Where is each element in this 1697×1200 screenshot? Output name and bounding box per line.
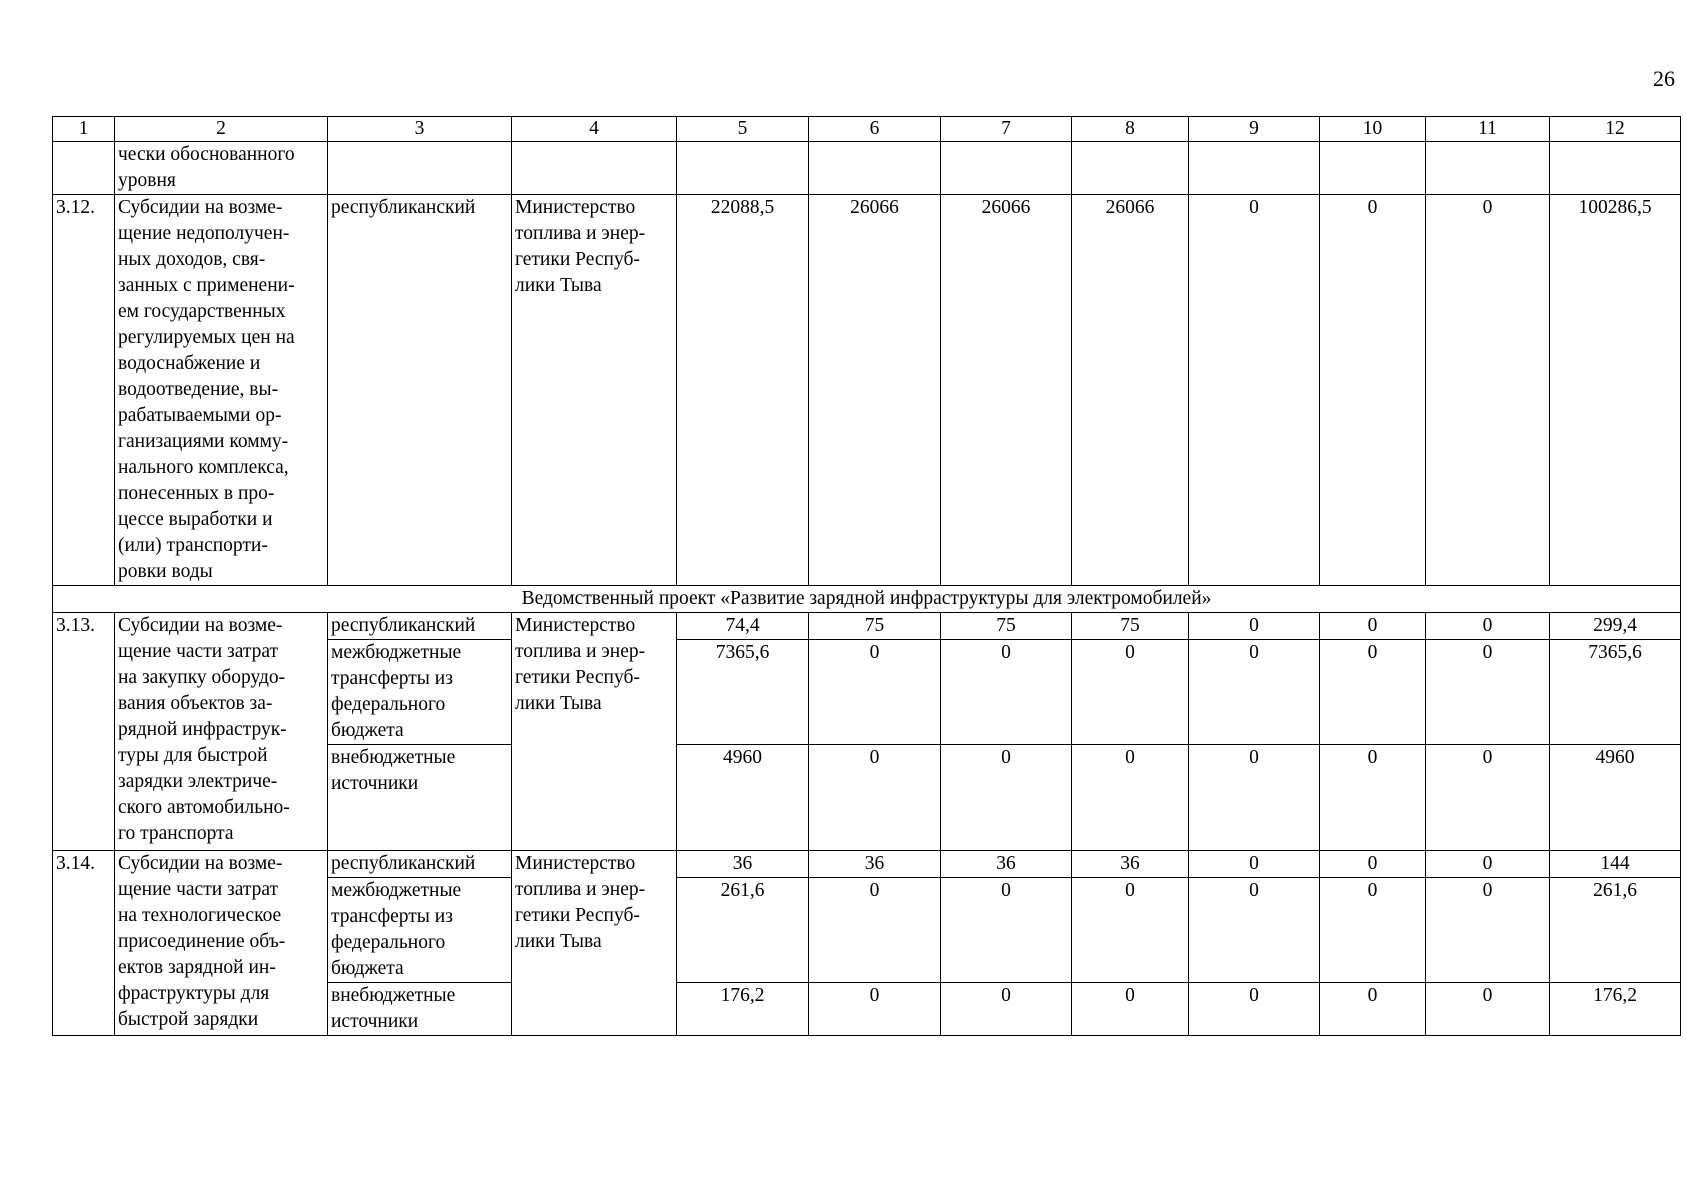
value-cell: 0 [1320, 195, 1426, 586]
value-cell: 75 [941, 613, 1072, 640]
value-cell: 26066 [941, 195, 1072, 586]
value-cell: 0 [1072, 640, 1189, 745]
value-cell: 0 [1426, 878, 1550, 983]
source-cell: межбюджетные трансферты из федерального бюджета [328, 640, 512, 745]
value-cell: 0 [1320, 983, 1426, 1036]
value-cell: 0 [941, 983, 1072, 1036]
value-cell: 0 [809, 878, 941, 983]
value-cell: 75 [1072, 613, 1189, 640]
header-cell: 7 [941, 117, 1072, 142]
value-cell: 0 [1426, 195, 1550, 586]
row-number: 3.14. [53, 851, 115, 1036]
value-cell: 0 [1189, 851, 1320, 878]
value-cell: 7365,6 [1550, 640, 1681, 745]
table-row [53, 613, 1681, 640]
value-cell: 74,4 [677, 613, 809, 640]
executor-cell: Министерство топлива и энер- гетики Респуб- лики Тыва [512, 195, 677, 586]
header-cell: 6 [809, 117, 941, 142]
header-cell: 1 [53, 117, 115, 142]
source-cell: республиканский [328, 195, 512, 586]
description-cell: Субсидии на возме- щение части затрат на закупку оборудо- вания объектов за- рядной инфраструк- туры для быстрой зарядки электриче- ского автомобильно- го транспорта [115, 613, 328, 851]
executor-cell: Министерство топлива и энер- гетики Респуб- лики Тыва [512, 851, 677, 1036]
value-cell: 0 [1072, 745, 1189, 851]
value-cell: 299,4 [1550, 613, 1681, 640]
header-cell: 4 [512, 117, 677, 142]
value-cell: 261,6 [677, 878, 809, 983]
value-cell: 0 [1189, 195, 1320, 586]
value-cell: 36 [809, 851, 941, 878]
value-cell: 0 [1426, 613, 1550, 640]
value-cell: 0 [1189, 878, 1320, 983]
header-cell: 3 [328, 117, 512, 142]
row-number: 3.13. [53, 613, 115, 851]
executor-cell: Министерство топлива и энер- гетики Респуб- лики Тыва [512, 613, 677, 851]
value-cell: 0 [809, 745, 941, 851]
value-cell: 36 [1072, 851, 1189, 878]
header-cell: 12 [1550, 117, 1681, 142]
value-cell: 36 [941, 851, 1072, 878]
value-cell: 4960 [677, 745, 809, 851]
value-cell: 0 [1320, 745, 1426, 851]
value-cell: 0 [1072, 983, 1189, 1036]
value-cell: 0 [1426, 851, 1550, 878]
value-cell: 0 [941, 640, 1072, 745]
value-cell: 0 [1320, 878, 1426, 983]
section-row [53, 586, 1681, 613]
value-cell: 100286,5 [1550, 195, 1681, 586]
value-cell: 75 [809, 613, 941, 640]
value-cell: 26066 [809, 195, 941, 586]
source-cell: внебюджетные источники [328, 745, 512, 851]
value-cell: 0 [1320, 640, 1426, 745]
value-cell: 22088,5 [677, 195, 809, 586]
section-title: Ведомственный проект «Развитие зарядной инфраструктуры для электромобилей» [53, 586, 1681, 613]
value-cell: 0 [941, 878, 1072, 983]
value-cell: 176,2 [677, 983, 809, 1036]
header-row [53, 117, 1681, 142]
header-cell: 2 [115, 117, 328, 142]
value-cell: 0 [941, 745, 1072, 851]
value-cell: 0 [1426, 640, 1550, 745]
description-cell: чески обоснованного уровня [115, 142, 328, 195]
value-cell: 7365,6 [677, 640, 809, 745]
value-cell: 144 [1550, 851, 1681, 878]
value-cell: 0 [1189, 745, 1320, 851]
value-cell: 0 [1189, 640, 1320, 745]
header-cell: 10 [1320, 117, 1426, 142]
header-cell: 5 [677, 117, 809, 142]
table-row [53, 142, 1681, 195]
source-cell: внебюджетные источники [328, 983, 512, 1036]
value-cell: 0 [1320, 851, 1426, 878]
description-cell: Субсидии на возме- щение части затрат на технологическое присоединение объ- ектов зарядной ин- фраструктуры для быстрой зарядки [115, 851, 328, 1036]
source-cell: межбюджетные трансферты из федерального бюджета [328, 878, 512, 983]
header-cell: 8 [1072, 117, 1189, 142]
value-cell: 0 [1189, 613, 1320, 640]
value-cell: 0 [809, 640, 941, 745]
value-cell: 36 [677, 851, 809, 878]
table-row [53, 195, 1681, 586]
value-cell: 0 [1426, 745, 1550, 851]
header-cell: 9 [1189, 117, 1320, 142]
source-cell: республиканский [328, 851, 512, 878]
source-cell: республиканский [328, 613, 512, 640]
header-cell: 11 [1426, 117, 1550, 142]
description-cell: Субсидии на возме- щение недополучен- ных доходов, свя- занных с применени- ем государственных регулируемых цен на водоснабжение и водоотведение, вы- рабатываемыми ор- ганизациями комму- нального комплекса, понесенных в про- цессе выработки и (или) транспорти- ровки воды [115, 195, 328, 586]
value-cell: 0 [1072, 878, 1189, 983]
value-cell: 4960 [1550, 745, 1681, 851]
value-cell: 0 [809, 983, 941, 1036]
value-cell: 0 [1189, 983, 1320, 1036]
row-number: 3.12. [53, 195, 115, 586]
value-cell: 261,6 [1550, 878, 1681, 983]
value-cell: 0 [1320, 613, 1426, 640]
value-cell: 176,2 [1550, 983, 1681, 1036]
value-cell: 26066 [1072, 195, 1189, 586]
page-number: 26 [1653, 66, 1675, 91]
table-row [53, 851, 1681, 878]
budget-table [52, 116, 1681, 1036]
value-cell: 0 [1426, 983, 1550, 1036]
